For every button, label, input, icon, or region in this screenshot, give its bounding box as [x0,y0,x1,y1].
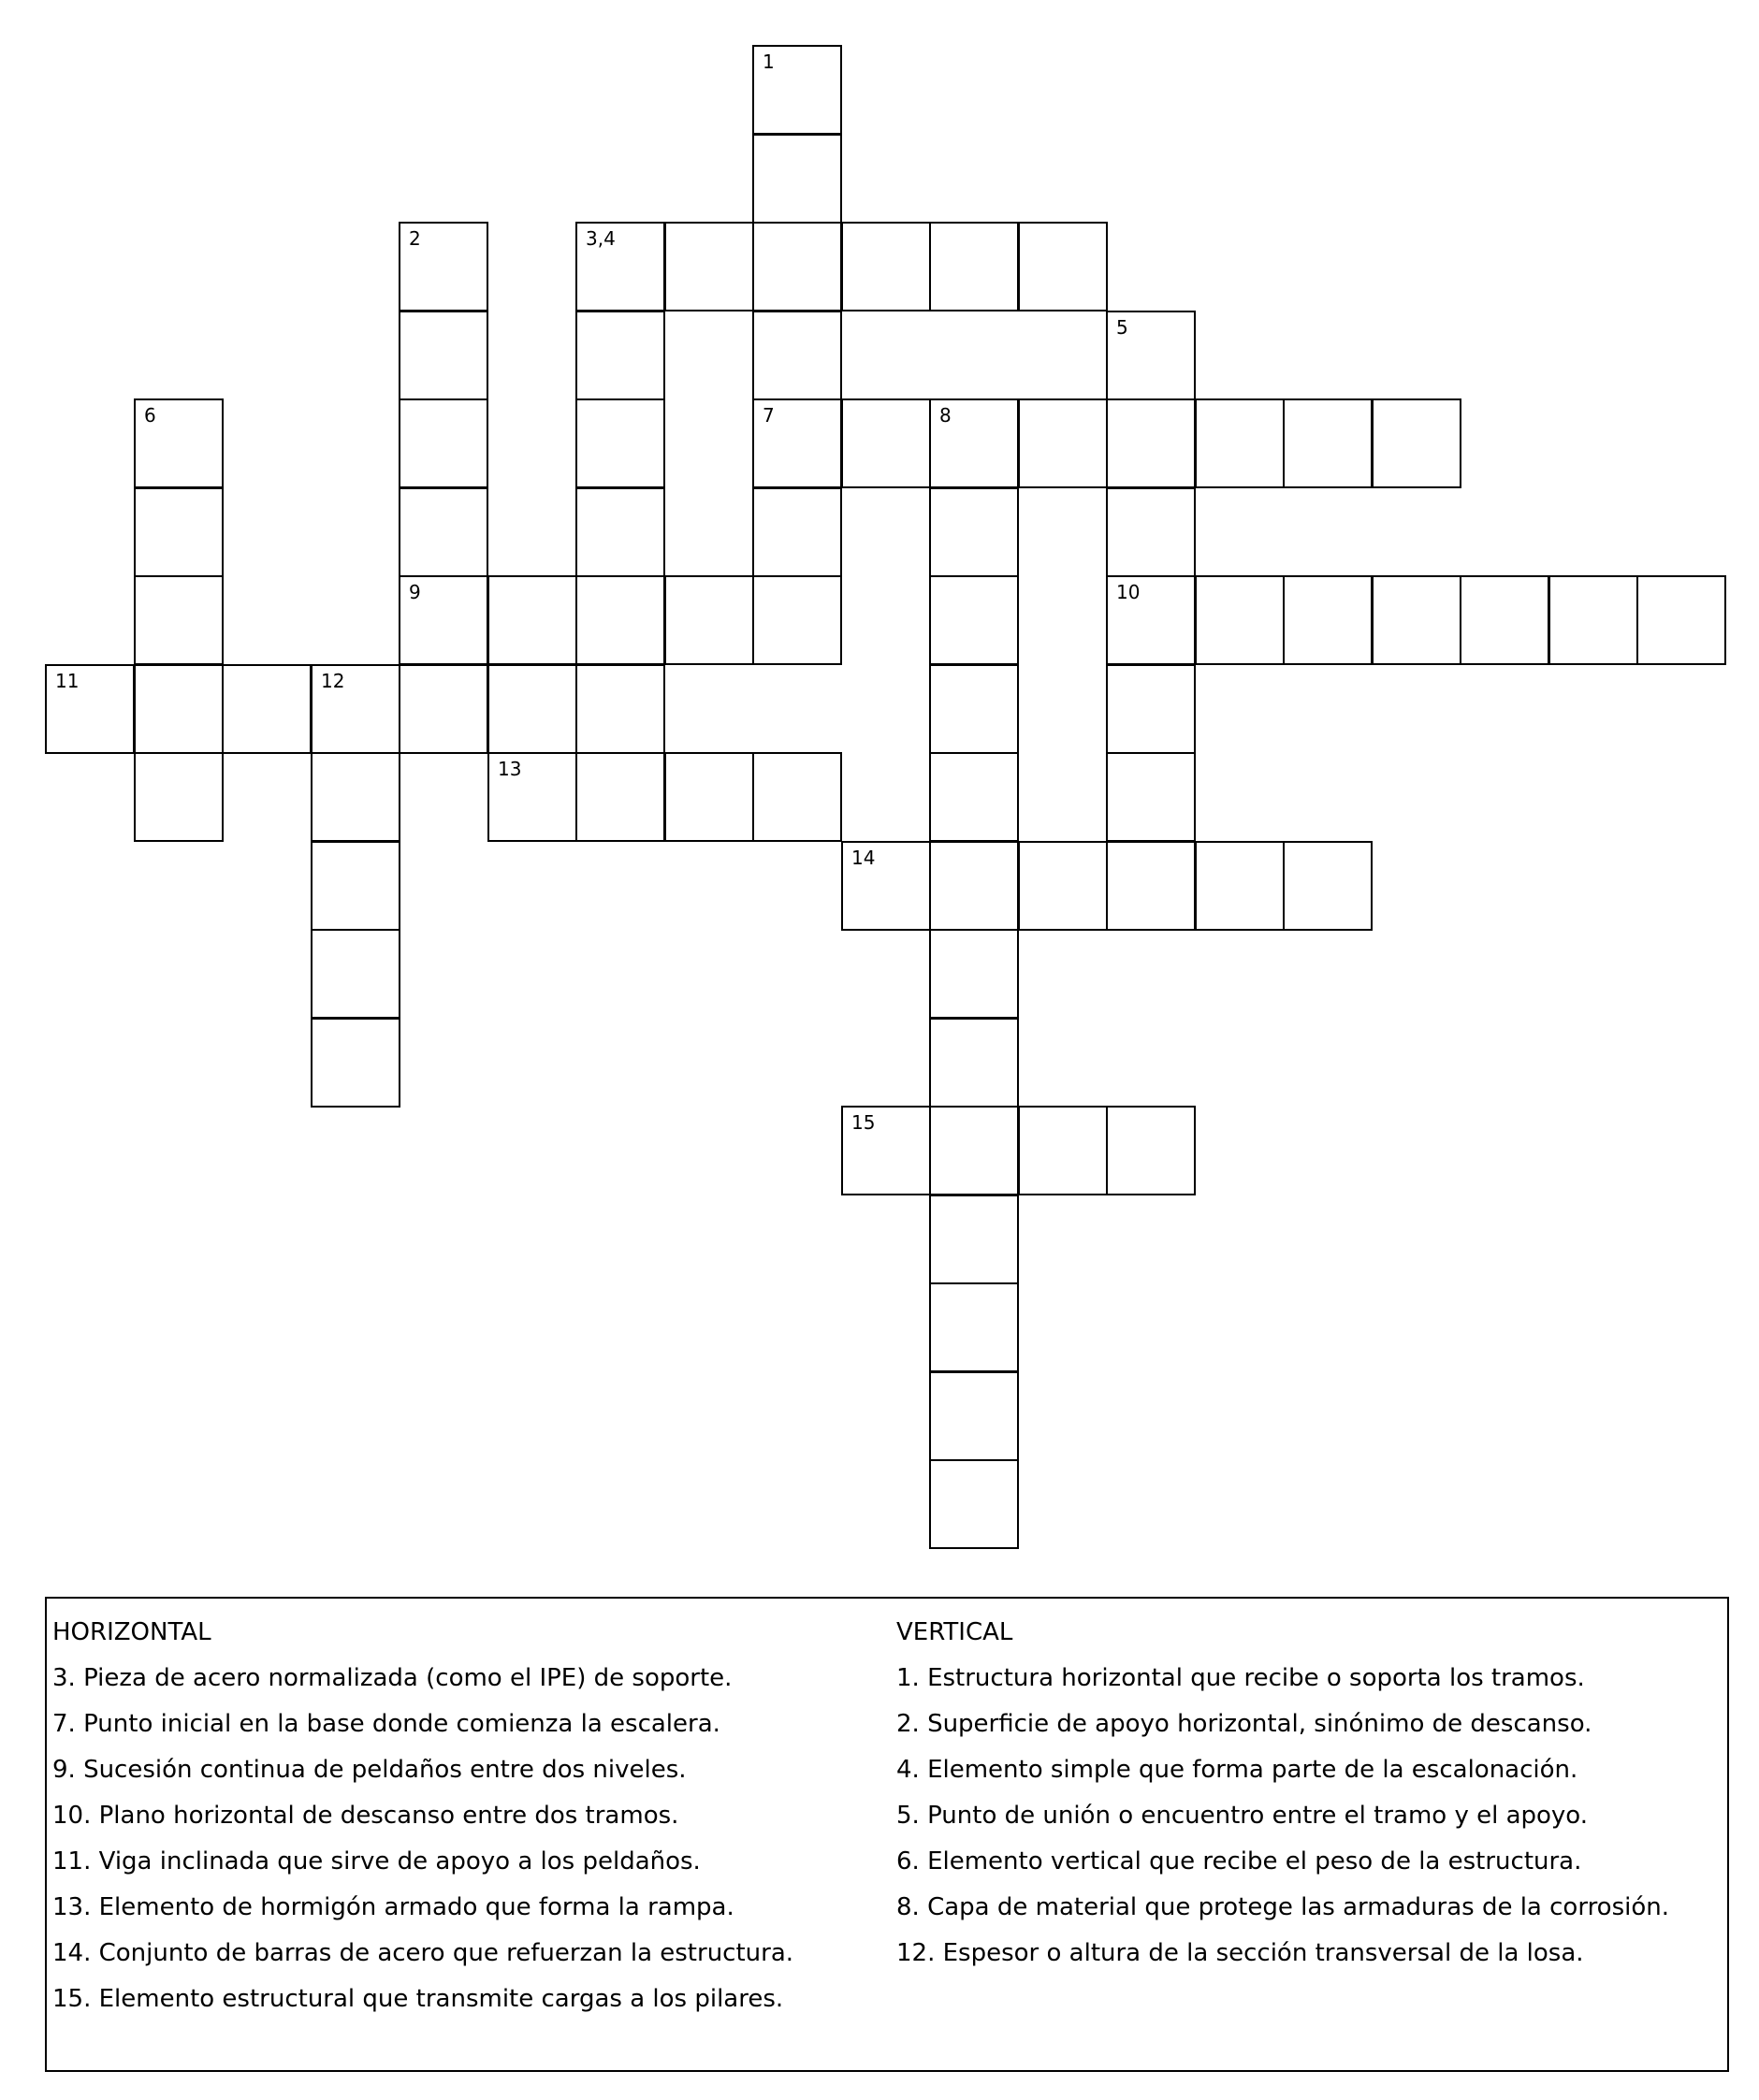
crossword-cell[interactable] [1018,1106,1108,1195]
crossword-cell[interactable] [1106,575,1196,665]
cell-number: 1 [763,51,775,73]
crossword-cell[interactable] [311,752,400,842]
crossword-cell[interactable] [1283,575,1373,665]
cell-number: 5 [1116,316,1128,339]
cell-number: 3,4 [586,227,616,250]
crossword-cell[interactable] [752,134,842,224]
crossword-cell[interactable] [1018,222,1108,311]
crossword-cell[interactable] [752,575,842,665]
clue-item: 2. Superficie de apoyo horizontal, sinónimo de descanso. [896,1710,1592,1738]
clue-item: 6. Elemento vertical que recibe el peso de la estructura. [896,1847,1582,1876]
crossword-cell[interactable] [575,487,665,577]
crossword-cell[interactable] [134,398,224,488]
crossword-cell[interactable] [399,575,488,665]
vertical-clues [896,1610,1669,1977]
crossword-cell[interactable] [664,752,754,842]
crossword-cell[interactable] [1283,841,1373,931]
cell-number: 7 [763,404,775,427]
crossword-cell[interactable] [575,311,665,400]
crossword-cell[interactable] [399,222,488,311]
crossword-cell[interactable] [399,311,488,400]
cell-number: 12 [321,670,345,692]
crossword-cell[interactable] [1106,398,1196,488]
crossword-cell[interactable] [1106,664,1196,754]
vertical-heading: VERTICAL [896,1618,1013,1646]
crossword-cell[interactable] [575,752,665,842]
crossword-cell[interactable] [929,222,1019,311]
cell-number: 10 [1116,581,1141,603]
crossword-cell[interactable] [929,575,1019,665]
clue-item: 4. Elemento simple que forma parte de la escalonación. [896,1756,1578,1784]
clues-box [45,1597,1729,2072]
crossword-cell[interactable] [487,664,577,754]
clue-item: 11. Viga inclinada que sirve de apoyo a los peldaños. [52,1847,701,1876]
crossword-cell[interactable] [752,45,842,135]
crossword-cell[interactable] [487,575,577,665]
crossword-cell[interactable] [1106,841,1196,931]
crossword-cell[interactable] [311,1018,400,1108]
cell-number: 13 [498,758,522,780]
crossword-cell[interactable] [929,929,1019,1019]
cell-number: 6 [144,404,156,427]
crossword-cell[interactable] [45,664,135,754]
crossword-cell[interactable] [1195,575,1285,665]
crossword-cell[interactable] [575,222,665,311]
crossword-cell[interactable] [752,398,842,488]
crossword-cell[interactable] [752,222,842,311]
crossword-cell[interactable] [1283,398,1373,488]
crossword-cell[interactable] [929,1106,1019,1195]
crossword-cell[interactable] [487,752,577,842]
crossword-cell[interactable] [311,664,400,754]
crossword-cell[interactable] [929,398,1019,488]
crossword-cell[interactable] [929,1459,1019,1549]
crossword-cell[interactable] [1018,398,1108,488]
crossword-cell[interactable] [575,664,665,754]
cell-number: 8 [939,404,952,427]
clue-item: 12. Espesor o altura de la sección transversal de la losa. [896,1939,1584,1967]
crossword-cell[interactable] [929,1018,1019,1108]
cell-number: 15 [851,1111,876,1134]
crossword-cell[interactable] [1372,575,1461,665]
clue-item: 1. Estructura horizontal que recibe o soporta los tramos. [896,1664,1585,1692]
crossword-cell[interactable] [399,398,488,488]
crossword-cell[interactable] [1195,398,1285,488]
crossword-cell[interactable] [1018,841,1108,931]
crossword-cell[interactable] [575,398,665,488]
crossword-cell[interactable] [752,311,842,400]
crossword-cell[interactable] [311,841,400,931]
crossword-cell[interactable] [1106,311,1196,400]
crossword-cell[interactable] [841,1106,931,1195]
clue-item: 15. Elemento estructural que transmite cargas a los pilares. [52,1985,784,2013]
cell-number: 2 [409,227,421,250]
clue-item: 10. Plano horizontal de descanso entre dos tramos. [52,1802,679,1830]
crossword-cell[interactable] [134,487,224,577]
horizontal-heading: HORIZONTAL [52,1618,211,1646]
crossword-cell[interactable] [929,664,1019,754]
crossword-cell[interactable] [1106,752,1196,842]
clue-item: 3. Pieza de acero normalizada (como el IPE) de soporte. [52,1664,733,1692]
crossword-cell[interactable] [134,575,224,665]
crossword-cell[interactable] [1548,575,1638,665]
crossword-cell[interactable] [1372,398,1461,488]
clue-item: 5. Punto de unión o encuentro entre el tramo y el apoyo. [896,1802,1589,1830]
crossword-cell[interactable] [134,664,224,754]
crossword-cell[interactable] [752,752,842,842]
crossword-cell[interactable] [841,398,931,488]
crossword-cell[interactable] [752,487,842,577]
crossword-cell[interactable] [134,752,224,842]
cell-number: 11 [55,670,80,692]
crossword-cell[interactable] [929,1195,1019,1284]
crossword-cell[interactable] [841,222,931,311]
crossword-cell[interactable] [1106,487,1196,577]
clue-item: 8. Capa de material que protege las armaduras de la corrosión. [896,1893,1670,1921]
crossword-cell[interactable] [1106,1106,1196,1195]
crossword-cell[interactable] [664,575,754,665]
crossword-cell[interactable] [222,664,312,754]
crossword-cell[interactable] [664,222,754,311]
clue-item: 7. Punto inicial en la base donde comienza la escalera. [52,1710,720,1738]
clue-item: 9. Sucesión continua de peldaños entre dos niveles. [52,1756,687,1784]
crossword-cell[interactable] [929,1371,1019,1461]
crossword-cell[interactable] [929,1282,1019,1372]
cell-number: 14 [851,847,876,869]
clue-item: 13. Elemento de hormigón armado que forma la rampa. [52,1893,734,1921]
cell-number: 9 [409,581,421,603]
crossword-cell[interactable] [929,487,1019,577]
crossword-cell[interactable] [929,752,1019,842]
crossword-cell[interactable] [841,841,931,931]
crossword-cell[interactable] [1195,841,1285,931]
crossword-cell[interactable] [1636,575,1726,665]
horizontal-clues [52,1610,793,2022]
crossword-cell[interactable] [929,841,1019,931]
crossword-cell[interactable] [1460,575,1549,665]
crossword-cell[interactable] [399,664,488,754]
crossword-cell[interactable] [311,929,400,1019]
crossword-cell[interactable] [575,575,665,665]
crossword-cell[interactable] [399,487,488,577]
clue-item: 14. Conjunto de barras de acero que refuerzan la estructura. [52,1939,794,1967]
